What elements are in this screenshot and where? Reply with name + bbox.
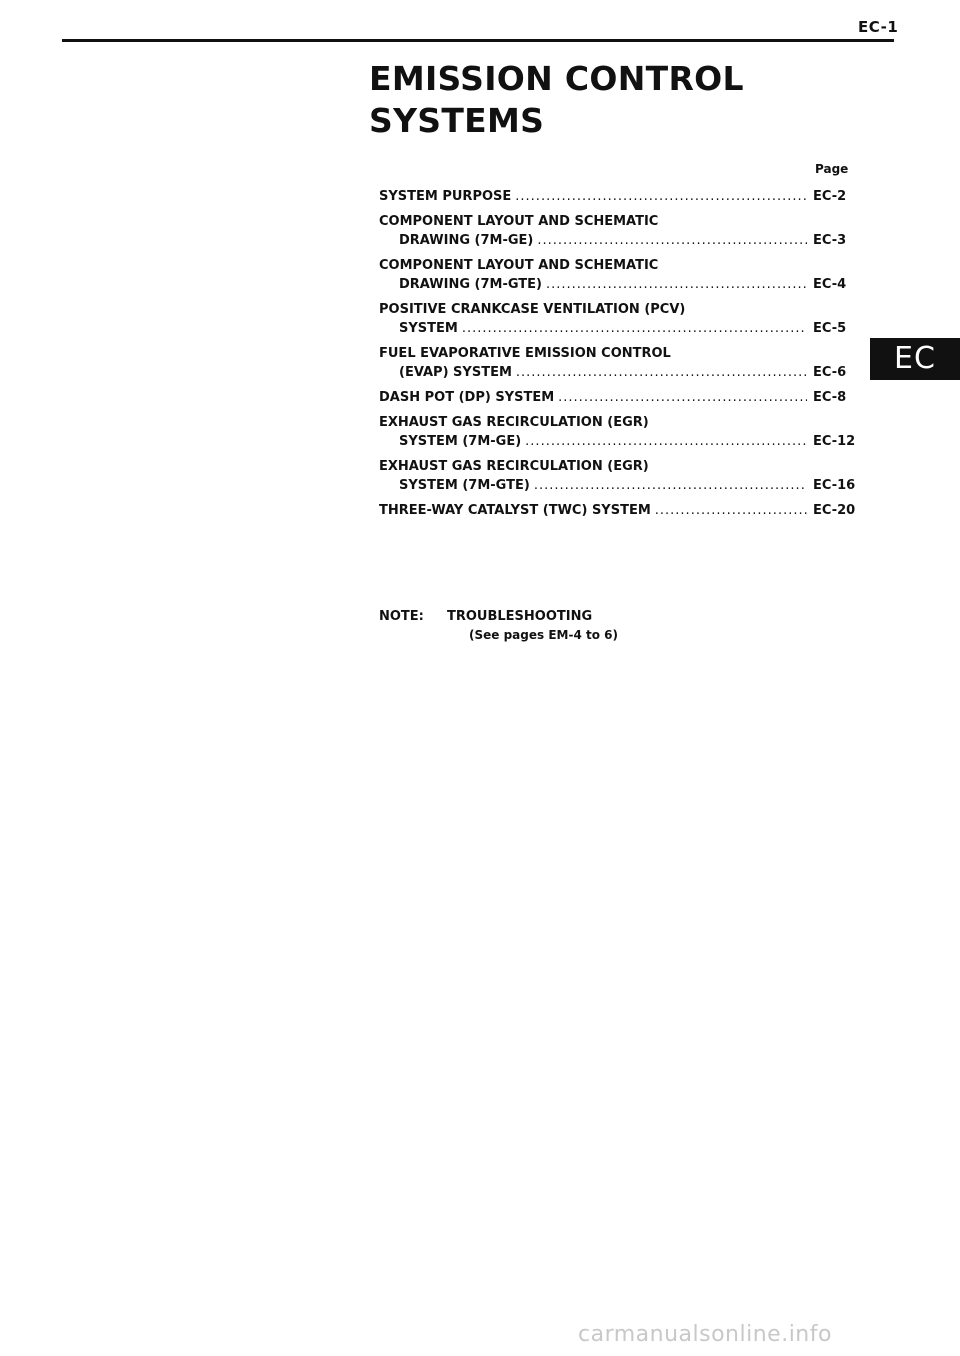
toc-entry-title-continued: SYSTEM [399,321,458,336]
page-title [369,58,744,142]
page-title-line-2: SYSTEMS [369,101,545,140]
toc-entry-component-layout-7m-gte[interactable] [379,256,869,294]
toc-entry-title-continued: DRAWING (7M-GTE) [399,277,542,292]
page-title-line-1: EMISSION CONTROL [369,59,744,98]
toc-entry-title-continued: SYSTEM (7M-GTE) [399,478,530,493]
toc-entry-system-purpose[interactable] [379,187,869,206]
toc-entry-page: EC-4 [813,277,847,292]
toc-entry-title-continued: (EVAP) SYSTEM [399,365,512,380]
toc-entry-page: EC-2 [813,189,847,204]
page-number: EC-1 [858,18,899,36]
dot-leader [537,231,807,250]
toc-entry-dash-pot-system[interactable] [379,388,869,407]
section-tab-ec: EC [870,338,960,380]
dot-leader [515,187,807,206]
note-text: TROUBLESHOOTING [447,609,593,624]
toc-entry-page: EC-12 [813,434,856,449]
watermark: carmanualsonline.info [578,1322,832,1347]
toc-entry-egr-7m-gte[interactable] [379,457,869,495]
toc-entry-title-continued: DRAWING (7M-GE) [399,233,534,248]
toc-entry-page: EC-6 [813,365,847,380]
dot-leader [534,476,807,495]
dot-leader [462,319,807,338]
toc-entry-title: EXHAUST GAS RECIRCULATION (EGR) [379,459,649,474]
toc-entry-title: COMPONENT LAYOUT AND SCHEMATIC [379,214,659,229]
toc-entry-pcv-system[interactable] [379,300,869,338]
header-rule [62,39,894,42]
note-reference: (See pages EM-4 to 6) [469,628,618,642]
dot-leader [655,501,807,520]
toc-entry-egr-7m-ge[interactable] [379,413,869,451]
toc-entry-title: SYSTEM PURPOSE [379,189,512,204]
toc-entry-title: THREE-WAY CATALYST (TWC) SYSTEM [379,503,651,518]
toc-entry-page: EC-5 [813,321,847,336]
toc-entry-evap-system[interactable] [379,344,869,382]
dot-leader [525,432,807,451]
toc-entry-title: POSITIVE CRANKCASE VENTILATION (PCV) [379,302,686,317]
toc-entry-title-continued: SYSTEM (7M-GE) [399,434,522,449]
toc-entry-title: COMPONENT LAYOUT AND SCHEMATIC [379,258,659,273]
troubleshooting-note [379,607,618,645]
toc-entry-page: EC-20 [813,503,856,518]
toc-entries [379,187,869,526]
page-column-heading: Page [815,162,849,176]
toc-entry-title: EXHAUST GAS RECIRCULATION (EGR) [379,415,649,430]
toc-entry-title: FUEL EVAPORATIVE EMISSION CONTROL [379,346,671,361]
toc-entry-page: EC-16 [813,478,856,493]
note-label: NOTE: [379,609,424,624]
toc-entry-twc-system[interactable] [379,501,869,520]
dot-leader [546,275,807,294]
toc-entry-page: EC-8 [813,390,847,405]
toc-entry-page: EC-3 [813,233,847,248]
toc-entry-component-layout-7m-ge[interactable] [379,212,869,250]
dot-leader [558,388,807,407]
toc-entry-title: DASH POT (DP) SYSTEM [379,390,555,405]
dot-leader [516,363,807,382]
